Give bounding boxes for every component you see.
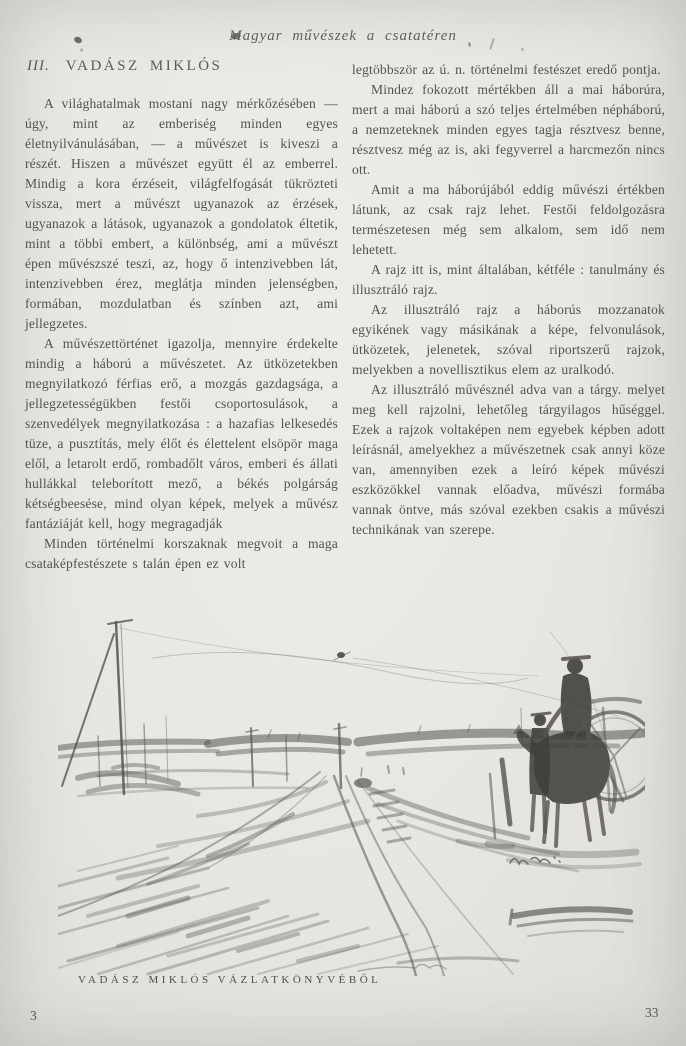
left-column [25, 94, 338, 574]
article-heading [27, 58, 222, 75]
right-column [352, 60, 665, 540]
paragraph: A világhatalmak mostani nagy mérkőzésében — úgy, mint az emberiség minden egyes életnyilvánulásában, — a művészet is kiveszi a részét. Hiszen a művészet együtt él az emberrel. Mindig a kora érzéseit, világfelfogását tükrözteti vissza, mert a művészt ugyanazok az érzések, ugyanazok a látások, ugyanazok a gondolatok éltetik, mint a többi embert, a különbség, ami a művészt épen művészszé teszi, az, hogy ő intenzivebben lát, intenzivebben érez, meglátja minden jelenségben, formában, mozdulatban és színben azt, ami jellegzetes. [25, 96, 338, 331]
paragraph: legtöbbször az ú. n. történelmi festészet eredő pontja. [352, 62, 661, 77]
paragraph: Mindez fokozott mértékben áll a mai háborúra, mert a mai háború a szó teljes értelmében népháború, a nemzeteknek minden egyes tagja résztvesz benne, résztvesz még az is, aki fegyverrel a harcmezőn nincs ott. [352, 82, 665, 177]
artist-name: VADÁSZ MIKLÓS [65, 58, 223, 74]
article-number: III. [27, 58, 50, 74]
sketch-figure [58, 616, 645, 976]
paragraph: Az illusztráló művésznél adva van a tárgy. melyet meg kell rajzolni, lehetőleg tárgyilagos hűséggel. Ezek a rajzok voltaképen nem egyebek képben adott leírásnál, amelyekhez a művészetnek csak annyi köze van, amennyiben ezek a leíró képek művészi eszközökkel vannak előadva, művészi formába vannak öntve, más szóval ezekben csakis a művészi technikának van szerepe. [352, 382, 665, 537]
paragraph: A rajz itt is, mint általában, kétféle : tanulmány és illusztráló rajz. [352, 262, 665, 297]
sketch-telegraph-pole [62, 620, 198, 794]
figure-caption: VADÁSZ MIKLÓS VÁZLATKÖNYVÉBŐL [78, 974, 382, 986]
paragraph: Amit a ma háborújából eddig művészi értékben látunk, az csak rajz lehet. Festői feldolgozásra természetesen még sem alkalom, sem idő nem lehetett. [352, 182, 665, 257]
page-number-left: 3 [30, 1008, 37, 1023]
paragraph: Minden történelmi korszaknak megvoit a maga csataképfestészete s talán épen ez volt [25, 536, 338, 571]
sketch-ground-shadow [458, 841, 640, 867]
running-header: Magyar művészek a csatatéren [229, 28, 457, 44]
paragraph: A művészettörténet igazolja, mennyire érdekelte mindig a háború a művészetet. Az ütközetekben megnyilatkozó férfias erő, a mozgás gazdagsága, a jellegzetességükben festői csoportosulások, a szenvedélyek megnyilatkozása : a hazafias lelkesedés tüze, a pusztítás, mely élőt és élettelent elsöpör maga elől, a letarolt erdő, rombadőlt város, emberi és állati hullákkal teleborított mező, a békés polgárság kétségbeesése, mind olyan képek, melyek a művész fantáziáját kell, hogy megragadják [25, 336, 338, 531]
sketch-hatching [58, 846, 518, 974]
sketch-fence-post [490, 760, 510, 838]
page-number-right: 33 [645, 1005, 659, 1020]
sketch-log [510, 909, 632, 936]
paragraph: Az illusztráló rajz a háborús mozzanatok egyikének vagy másikának a képe, felvonulások, ütközetek, jelenetek, szóval riportszerű rajzok, melyekben a novellisztikus elem az uralkodó. [352, 302, 665, 377]
ink-speck [521, 48, 524, 51]
